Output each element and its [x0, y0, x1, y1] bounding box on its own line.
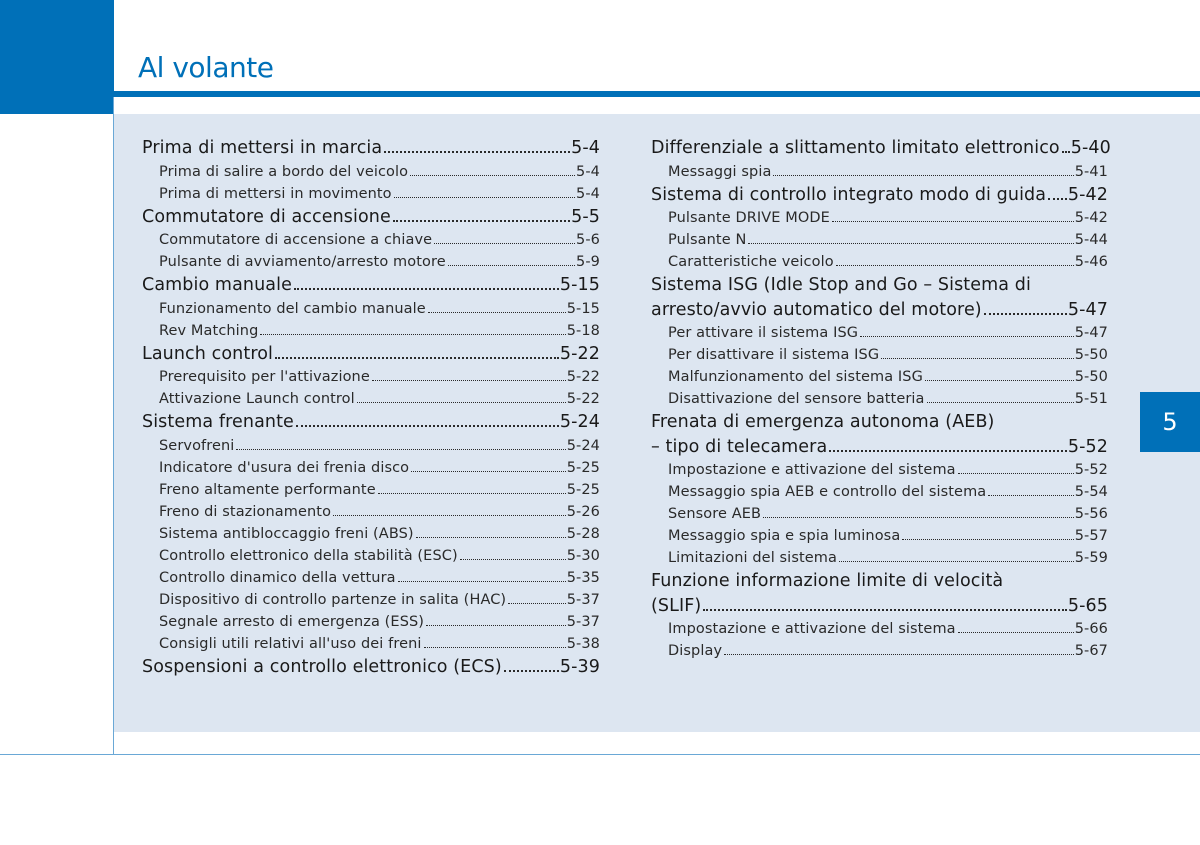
toc-entry-title: Cambio manuale — [142, 275, 292, 295]
dot-leader — [410, 174, 575, 176]
toc-entry-title: Differenziale a slittamento limitato elettronico — [651, 138, 1060, 158]
dot-leader — [426, 624, 566, 626]
toc-subentry[interactable] — [142, 611, 600, 633]
dot-leader — [236, 448, 565, 450]
toc-subentry[interactable] — [651, 388, 1108, 410]
toc-page-number: 5-46 — [1074, 254, 1108, 270]
toc-page-number: 5-47 — [1067, 299, 1108, 320]
toc-page-number: 5-52 — [1067, 436, 1108, 457]
toc-entry-title: Funzione informazione limite di velocità — [651, 571, 1004, 591]
toc-entry[interactable] — [142, 410, 600, 435]
toc-page-number: 5-52 — [1074, 462, 1108, 478]
toc-subentry[interactable] — [142, 366, 600, 388]
toc-subentry[interactable] — [142, 320, 600, 342]
toc-page-number: 5-51 — [1074, 391, 1108, 407]
section-title: Al volante — [138, 51, 274, 84]
dot-leader — [357, 401, 566, 403]
toc-entry[interactable] — [651, 410, 1108, 435]
dot-leader — [832, 220, 1074, 222]
dot-leader — [508, 602, 565, 604]
dot-leader — [434, 242, 575, 244]
toc-subentry[interactable] — [142, 545, 600, 567]
toc-subentry[interactable] — [651, 503, 1108, 525]
dot-leader — [428, 311, 566, 313]
dot-leader — [773, 174, 1073, 176]
toc-subentry[interactable] — [651, 229, 1108, 251]
toc-entry-title: Impostazione e attivazione del sistema — [668, 462, 956, 478]
toc-page-number: 5-4 — [576, 163, 600, 180]
toc-page-number: 5-50 — [1074, 347, 1108, 363]
toc-entry-title: Sistema frenante — [142, 412, 294, 432]
toc-entry-title: Sistema di controllo integrato modo di guida — [651, 184, 1047, 205]
dot-leader — [393, 219, 570, 222]
toc-entry-title: Funzionamento del cambio manuale — [159, 300, 426, 317]
toc-page-number: 5-9 — [576, 254, 600, 270]
toc-page-number: 5-5 — [571, 206, 600, 227]
toc-subentry[interactable] — [142, 298, 600, 320]
toc-page-number: 5-6 — [576, 232, 600, 248]
dot-leader — [925, 379, 1074, 381]
dot-leader — [411, 470, 566, 472]
toc-entry[interactable] — [651, 569, 1108, 594]
toc-page-number: 5-65 — [1067, 595, 1108, 616]
toc-entry[interactable] — [651, 594, 1108, 619]
dot-leader — [958, 631, 1074, 633]
toc-page-number: 5-42 — [1074, 210, 1108, 226]
toc-subentry[interactable] — [651, 207, 1108, 229]
toc-entry-title: Servofreni — [159, 437, 235, 454]
toc-entry[interactable] — [142, 655, 600, 680]
dot-leader — [881, 357, 1074, 359]
toc-entry-title: Limitazioni del sistema — [668, 550, 837, 566]
footer-rule — [0, 754, 1200, 755]
dot-leader — [958, 472, 1074, 474]
toc-page-number: 5-26 — [566, 503, 600, 520]
toc-subentry[interactable] — [142, 435, 600, 457]
chapter-tab[interactable]: 5 — [1140, 392, 1200, 452]
toc-entry-title: Frenata di emergenza autonoma (AEB) — [651, 412, 995, 432]
toc-entry-title: Per attivare il sistema ISG — [668, 325, 859, 341]
toc-page-number: 5-37 — [566, 613, 600, 630]
dot-leader — [724, 653, 1074, 655]
toc-page-number: 5-24 — [566, 437, 600, 454]
toc-entry-title: Consigli utili relativi all'uso dei freni — [159, 635, 422, 652]
toc-subentry[interactable] — [142, 388, 600, 410]
toc-subentry[interactable] — [142, 183, 600, 205]
toc-page-number: 5-35 — [566, 569, 600, 586]
toc-entry-title: Pulsante N — [668, 232, 747, 248]
toc-entry-title: Commutatore di accensione — [142, 206, 391, 227]
dot-leader — [378, 492, 566, 494]
toc-entry-title: Sistema antibloccaggio freni (ABS) — [159, 525, 414, 542]
toc-subentry[interactable] — [142, 229, 600, 251]
dot-leader — [260, 333, 565, 335]
toc-entry-title: Pulsante DRIVE MODE — [668, 210, 830, 226]
toc-page-number: 5-38 — [566, 635, 600, 652]
toc-entry-title: Controllo elettronico della stabilità (ESC) — [159, 547, 458, 564]
toc-column-left — [142, 136, 600, 679]
toc-entry-title: Dispositivo di controllo partenze in salita (HAC) — [159, 591, 507, 608]
toc-entry[interactable] — [651, 136, 1111, 161]
toc-entry-title: Launch control — [142, 343, 273, 364]
toc-page-number: 5-4 — [571, 138, 600, 158]
toc-page-number: 5-25 — [566, 481, 600, 498]
dot-leader — [424, 646, 566, 648]
toc-page-number: 5-28 — [566, 525, 600, 542]
toc-page-number: 5-47 — [1074, 325, 1108, 341]
toc-subentry[interactable] — [651, 525, 1108, 547]
toc-page-number: 5-39 — [559, 656, 600, 677]
toc-subentry[interactable] — [651, 618, 1108, 640]
toc-subentry[interactable] — [651, 481, 1108, 503]
toc-page-number: 5-50 — [1074, 369, 1108, 385]
dot-leader — [296, 424, 559, 427]
toc-page-number: 5-25 — [566, 459, 600, 476]
dot-leader — [372, 379, 566, 381]
toc-page-number: 5-15 — [566, 300, 600, 317]
toc-entry-title: Commutatore di accensione a chiave — [159, 232, 433, 248]
toc-entry-title: Segnale arresto di emergenza (ESS) — [159, 613, 425, 630]
dot-leader — [748, 242, 1073, 244]
toc-entry-title: Indicatore d'usura dei frenia disco — [159, 459, 410, 476]
toc-page-number: 5-67 — [1074, 643, 1108, 659]
toc-entry-title: Controllo dinamico della vettura — [159, 569, 396, 586]
toc-entry-title: Disattivazione del sensore batteria — [668, 391, 925, 407]
toc-entry-title: Sospensioni a controllo elettronico (ECS) — [142, 656, 502, 677]
toc-entry[interactable] — [142, 205, 600, 230]
dot-leader — [275, 356, 559, 359]
toc-entry[interactable] — [142, 136, 600, 161]
toc-page-number: 5-37 — [566, 591, 600, 608]
corner-color-block — [0, 0, 114, 114]
toc-entry[interactable] — [651, 273, 1108, 298]
dot-leader — [902, 538, 1073, 540]
toc-entry-title: Prerequisito per l'attivazione — [159, 369, 370, 385]
toc-entry-title: Attivazione Launch control — [159, 391, 355, 407]
dot-leader — [398, 580, 566, 582]
toc-entry-title: Messaggio spia e spia luminosa — [668, 528, 901, 544]
toc-page-number: 5-40 — [1070, 138, 1111, 158]
toc-entry-title: Malfunzionamento del sistema ISG — [668, 369, 923, 385]
toc-page-number: 5-59 — [1074, 550, 1108, 566]
toc-entry[interactable] — [651, 435, 1108, 460]
dot-leader — [394, 196, 575, 198]
dot-leader — [703, 608, 1067, 611]
toc-page-number: 5-24 — [559, 412, 600, 432]
toc-page-number: 5-56 — [1074, 506, 1108, 522]
toc-entry-title: Prima di mettersi in marcia — [142, 138, 383, 158]
dot-leader — [839, 560, 1074, 562]
toc-entry-title: Messaggi spia — [668, 163, 772, 180]
toc-page-number: 5-18 — [566, 322, 600, 339]
dot-leader — [294, 287, 559, 290]
toc-subentry[interactable] — [142, 161, 600, 183]
toc-entry-title: Freno altamente performante — [159, 481, 376, 498]
dot-leader — [384, 150, 570, 153]
header-rule — [114, 91, 1200, 97]
dot-leader — [763, 516, 1074, 518]
dot-leader — [984, 312, 1067, 315]
dot-leader — [416, 536, 566, 538]
dot-leader — [836, 264, 1074, 266]
toc-subentry[interactable] — [651, 459, 1108, 481]
dot-leader — [860, 335, 1074, 337]
dot-leader — [504, 669, 559, 672]
toc-entry-title: Rev Matching — [159, 322, 259, 339]
toc-entry[interactable] — [142, 273, 600, 298]
dot-leader — [1048, 197, 1067, 200]
toc-page-number: 5-54 — [1074, 484, 1108, 500]
toc-entry-title: Prima di mettersi in movimento — [159, 185, 392, 202]
dot-leader — [829, 449, 1067, 452]
toc-subentry[interactable] — [651, 161, 1108, 183]
toc-subentry[interactable] — [142, 479, 600, 501]
toc-subentry[interactable] — [651, 251, 1108, 273]
dot-leader — [927, 401, 1074, 403]
toc-subentry[interactable] — [142, 251, 600, 273]
toc-entry-title: Sensore AEB — [668, 506, 762, 522]
toc-entry[interactable] — [142, 342, 600, 367]
toc-page-number: 5-66 — [1074, 621, 1108, 637]
toc-subentry[interactable] — [651, 640, 1108, 662]
toc-subentry[interactable] — [142, 567, 600, 589]
toc-entry[interactable] — [651, 298, 1108, 323]
toc-page-number: 5-22 — [559, 343, 600, 364]
toc-column-right — [651, 136, 1111, 662]
toc-page-number: 5-4 — [576, 185, 600, 202]
toc-page-number: 5-42 — [1067, 184, 1108, 205]
toc-entry-title: Impostazione e attivazione del sistema — [668, 621, 956, 637]
toc-subentry[interactable] — [651, 322, 1108, 344]
toc-subentry[interactable] — [651, 547, 1108, 569]
toc-entry-title: Per disattivare il sistema ISG — [668, 347, 880, 363]
toc-page-number: 5-57 — [1074, 528, 1108, 544]
toc-entry-title: Display — [668, 643, 723, 659]
toc-subentry[interactable] — [142, 457, 600, 479]
toc-page-number: 5-30 — [566, 547, 600, 564]
toc-page-number: 5-15 — [559, 275, 600, 295]
toc-subentry[interactable] — [651, 344, 1108, 366]
toc-page-number: 5-22 — [566, 391, 600, 407]
toc-entry-title: Messaggio spia AEB e controllo del sistema — [668, 484, 987, 500]
dot-leader — [460, 558, 566, 560]
toc-subentry[interactable] — [142, 501, 600, 523]
dot-leader — [1062, 150, 1070, 153]
toc-subentry[interactable] — [142, 523, 600, 545]
dot-leader — [448, 264, 575, 266]
toc-entry-title: – tipo di telecamera — [651, 436, 828, 457]
toc-entry-title: Pulsante di avviamento/arresto motore — [159, 254, 446, 270]
toc-entry[interactable] — [651, 183, 1108, 208]
toc-subentry[interactable] — [142, 633, 600, 655]
toc-subentry[interactable] — [142, 589, 600, 611]
dot-leader — [333, 514, 566, 516]
toc-entry-title: arresto/avvio automatico del motore) — [651, 299, 982, 320]
toc-page-number: 5-22 — [566, 369, 600, 385]
dot-leader — [988, 494, 1073, 496]
toc-page-number: 5-44 — [1074, 232, 1108, 248]
toc-page-number: 5-41 — [1074, 163, 1108, 180]
toc-entry-title: Caratteristiche veicolo — [668, 254, 834, 270]
toc-entry-title: Prima di salire a bordo del veicolo — [159, 163, 409, 180]
toc-entry-title: Sistema ISG (Idle Stop and Go – Sistema di — [651, 275, 1031, 295]
toc-subentry[interactable] — [651, 366, 1108, 388]
toc-entry-title: (SLIF) — [651, 595, 702, 616]
toc-entry-title: Freno di stazionamento — [159, 503, 332, 520]
